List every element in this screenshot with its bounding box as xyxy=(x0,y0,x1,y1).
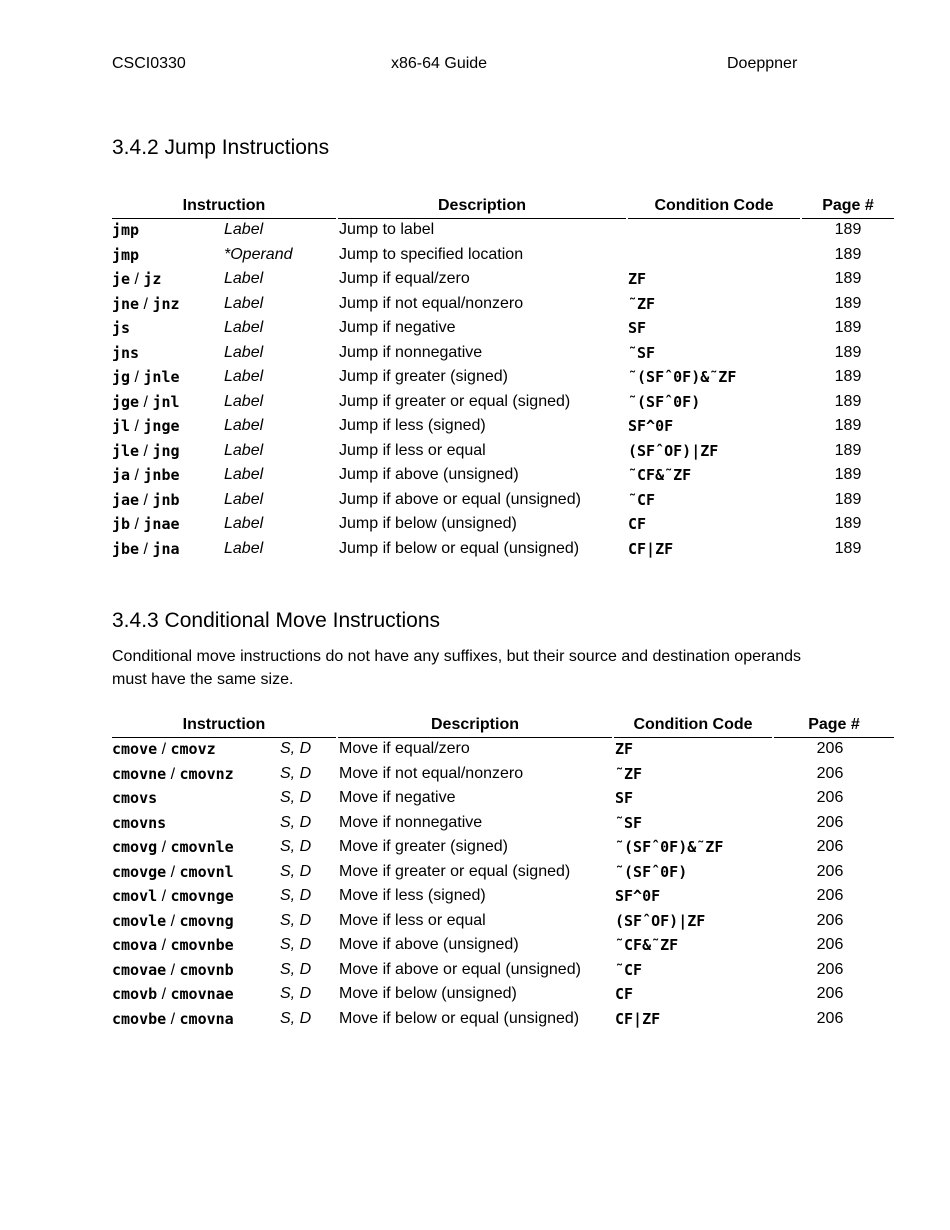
instruction-cell xyxy=(112,738,216,761)
description: Jump if less (signed) xyxy=(339,417,486,434)
header-course: CSCI0330 xyxy=(112,55,186,72)
page-number: 206 xyxy=(816,985,844,1002)
condition-code: SF^0F xyxy=(628,417,674,435)
mnemonic-separator: / xyxy=(157,986,171,1003)
instruction-cell xyxy=(112,910,234,933)
mnemonic: jmp xyxy=(112,221,140,239)
mnemonic: jmp xyxy=(112,245,140,264)
mnemonic-separator: / xyxy=(166,863,180,881)
mnemonic: je xyxy=(112,270,131,288)
mnemonic-separator: / xyxy=(139,442,153,460)
description: Jump if not equal/nonzero xyxy=(339,294,524,312)
cmov-paragraph: Conditional move instructions do not have any suffixes, but their source and destination operands must have the same size. xyxy=(112,648,802,688)
mnemonic-alias: cmovnb xyxy=(179,960,234,979)
mnemonic: cmova xyxy=(112,936,158,954)
page-number: 206 xyxy=(816,789,844,806)
page-number: 189 xyxy=(834,441,862,459)
mnemonic: jg xyxy=(112,368,131,386)
mnemonic: jge xyxy=(112,392,140,411)
operand: S, D xyxy=(280,1009,312,1027)
mnemonic: jle xyxy=(112,441,140,460)
description: Jump if less or equal xyxy=(339,441,486,459)
description: Move if above or equal (unsigned) xyxy=(339,960,581,978)
table-row xyxy=(112,763,894,788)
instruction-cell xyxy=(112,244,139,267)
instruction-cell xyxy=(112,836,234,859)
operand: Label xyxy=(224,417,264,434)
mnemonic: js xyxy=(112,319,131,337)
table-row xyxy=(112,268,894,293)
instruction-cell xyxy=(112,342,139,365)
col-instruction: Instruction xyxy=(182,197,266,214)
mnemonic-separator: / xyxy=(157,839,171,856)
mnemonic-alias: cmovnae xyxy=(170,985,234,1003)
table-row xyxy=(112,885,894,910)
col-instruction: Instruction xyxy=(182,716,266,733)
operand: Label xyxy=(224,270,264,287)
operand: Label xyxy=(224,343,264,361)
condition-code: (SFˆOF)|ZF xyxy=(628,441,719,460)
mnemonic-separator: / xyxy=(130,516,144,533)
operand: Label xyxy=(224,368,264,385)
condition-code: SF xyxy=(628,319,647,337)
page-number: 189 xyxy=(834,392,862,410)
operand: Label xyxy=(224,319,264,336)
instruction-cell xyxy=(112,464,180,487)
mnemonic-alias: cmovnl xyxy=(179,862,234,881)
description: Jump to label xyxy=(339,221,435,238)
description: Move if not equal/nonzero xyxy=(339,764,524,782)
mnemonic: cmovl xyxy=(112,887,158,905)
mnemonic-separator: / xyxy=(157,741,171,758)
operand: S, D xyxy=(280,960,312,978)
table-row xyxy=(112,538,894,563)
mnemonic-separator: / xyxy=(130,418,144,435)
mnemonic: cmovb xyxy=(112,985,158,1003)
page-number: 189 xyxy=(834,343,862,361)
table-row xyxy=(112,342,894,367)
mnemonic-separator: / xyxy=(157,937,171,954)
col-condition-code: Condition Code xyxy=(654,197,774,214)
jump-section-title: 3.4.2 Jump Instructions xyxy=(112,136,330,159)
page-number: 206 xyxy=(816,911,844,929)
page-number: 189 xyxy=(834,368,862,385)
table-row xyxy=(112,861,894,886)
col-page: Page # xyxy=(822,197,874,214)
operand: Label xyxy=(224,392,264,410)
table-row xyxy=(112,910,894,935)
operand: S, D xyxy=(280,764,312,782)
instruction-cell xyxy=(112,959,234,982)
description: Jump if above or equal (unsigned) xyxy=(339,490,581,508)
condition-code: ˜(SFˆ0F)&˜ZF xyxy=(628,368,737,386)
operand: Label xyxy=(224,539,264,557)
description: Move if negative xyxy=(339,789,456,806)
table-row xyxy=(112,738,894,763)
cmov-section-title: 3.4.3 Conditional Move Instructions xyxy=(112,609,441,632)
cmov-table xyxy=(112,716,894,1032)
mnemonic-alias: jnge xyxy=(143,417,180,435)
page-number: 189 xyxy=(834,515,862,532)
page-number: 206 xyxy=(816,960,844,978)
mnemonic-alias: cmovnz xyxy=(179,764,234,783)
instruction-cell xyxy=(112,513,180,536)
instruction-cell xyxy=(112,268,161,291)
description: Move if greater (signed) xyxy=(339,838,508,855)
cmov-table-header xyxy=(112,716,894,738)
mnemonic-separator: / xyxy=(139,491,153,509)
description: Move if below or equal (unsigned) xyxy=(339,1009,580,1027)
mnemonic: cmovs xyxy=(112,789,158,807)
mnemonic-alias: jnz xyxy=(152,294,180,313)
page-number: 206 xyxy=(816,838,844,855)
table-row xyxy=(112,934,894,959)
mnemonic: cmovge xyxy=(112,862,167,881)
description: Move if less or equal xyxy=(339,911,486,929)
operand: Label xyxy=(224,294,264,312)
mnemonic-separator: / xyxy=(130,467,144,484)
col-page: Page # xyxy=(808,716,860,733)
operand: S, D xyxy=(280,838,312,855)
operand: Label xyxy=(224,466,264,483)
instruction-cell xyxy=(112,787,157,810)
description: Jump if above (unsigned) xyxy=(339,466,519,483)
mnemonic-alias: cmovz xyxy=(170,740,216,758)
condition-code: ˜SF xyxy=(615,813,643,832)
description: Move if below (unsigned) xyxy=(339,985,517,1002)
description: Jump if below or equal (unsigned) xyxy=(339,539,580,557)
table-row xyxy=(112,219,894,244)
mnemonic-alias: jnl xyxy=(152,392,180,411)
jump-table xyxy=(112,197,894,562)
mnemonic-alias: jng xyxy=(152,441,180,460)
description: Move if nonnegative xyxy=(339,813,483,831)
page-number: 189 xyxy=(834,319,862,336)
mnemonic-alias: cmovnle xyxy=(170,838,234,856)
table-row xyxy=(112,959,894,984)
mnemonic-separator: / xyxy=(139,393,153,411)
condition-code: ˜SF xyxy=(628,343,656,362)
operand: Label xyxy=(224,221,264,238)
mnemonic-alias: cmovng xyxy=(179,911,234,930)
mnemonic-alias: jnae xyxy=(143,515,180,533)
condition-code: ˜CF xyxy=(615,960,643,979)
condition-code: ZF xyxy=(628,270,647,288)
mnemonic: cmovns xyxy=(112,813,167,832)
description: Move if less (signed) xyxy=(339,887,486,904)
mnemonic-separator: / xyxy=(166,961,180,979)
operand: S, D xyxy=(280,911,312,929)
operand: *Operand xyxy=(224,245,293,263)
description: Move if equal/zero xyxy=(339,740,470,757)
table-row xyxy=(112,513,894,538)
instruction-cell xyxy=(112,861,234,884)
condition-code: ˜(SFˆ0F) xyxy=(628,392,701,411)
mnemonic-alias: cmovna xyxy=(179,1009,234,1028)
instruction-cell xyxy=(112,1008,234,1031)
page-number: 206 xyxy=(816,936,844,953)
page-number: 189 xyxy=(834,270,862,287)
mnemonic: cmovg xyxy=(112,838,158,856)
mnemonic: cmovne xyxy=(112,764,167,783)
description: Jump to specified location xyxy=(339,245,524,263)
description: Jump if negative xyxy=(339,319,456,336)
mnemonic-alias: jnb xyxy=(152,490,180,509)
mnemonic-alias: jnle xyxy=(143,368,180,386)
description: Move if greater or equal (signed) xyxy=(339,862,571,880)
mnemonic: jne xyxy=(112,294,140,313)
operand: S, D xyxy=(280,887,312,904)
condition-code: CF|ZF xyxy=(615,1009,661,1028)
table-row xyxy=(112,464,894,489)
description: Jump if nonnegative xyxy=(339,343,483,361)
operand: Label xyxy=(224,490,264,508)
page-number: 189 xyxy=(834,245,862,263)
col-description: Description xyxy=(430,716,519,733)
mnemonic-separator: / xyxy=(166,765,180,783)
description: Jump if below (unsigned) xyxy=(339,515,517,532)
mnemonic-alias: jz xyxy=(143,270,162,288)
operand: S, D xyxy=(280,985,312,1002)
table-row xyxy=(112,1008,894,1033)
page-number: 206 xyxy=(816,740,844,757)
page-number: 206 xyxy=(816,764,844,782)
mnemonic: jns xyxy=(112,343,140,362)
condition-code: (SFˆOF)|ZF xyxy=(615,911,706,930)
table-row xyxy=(112,836,894,861)
header-author: Doeppner xyxy=(727,55,798,72)
instruction-cell xyxy=(112,391,180,414)
condition-code: ˜CF&˜ZF xyxy=(615,936,679,954)
operand: S, D xyxy=(280,862,312,880)
mnemonic: ja xyxy=(112,466,131,484)
mnemonic-alias: jna xyxy=(152,539,180,558)
mnemonic-separator: / xyxy=(130,369,144,386)
instruction-cell xyxy=(112,538,180,561)
instruction-cell xyxy=(112,293,180,316)
page-number: 189 xyxy=(834,539,862,557)
instruction-cell xyxy=(112,440,180,463)
table-row xyxy=(112,293,894,318)
table-row xyxy=(112,317,894,342)
mnemonic-separator: / xyxy=(157,888,171,905)
condition-code: ˜(SFˆ0F) xyxy=(615,862,688,881)
table-row xyxy=(112,391,894,416)
condition-code: ˜ZF xyxy=(628,294,656,313)
condition-code: ˜(SFˆ0F)&˜ZF xyxy=(615,838,724,856)
page-number: 189 xyxy=(834,490,862,508)
table-row xyxy=(112,415,894,440)
mnemonic-separator: / xyxy=(130,271,144,288)
table-row xyxy=(112,440,894,465)
col-condition-code: Condition Code xyxy=(633,716,753,733)
description: Jump if greater (signed) xyxy=(339,368,508,385)
condition-code: CF|ZF xyxy=(628,539,674,558)
mnemonic-alias: cmovnge xyxy=(170,887,234,905)
mnemonic: jbe xyxy=(112,539,140,558)
mnemonic: jl xyxy=(112,417,131,435)
condition-code: ZF xyxy=(615,740,634,758)
instruction-cell xyxy=(112,366,180,389)
page-number: 189 xyxy=(834,417,862,434)
operand: S, D xyxy=(280,740,312,757)
condition-code: CF xyxy=(628,515,647,533)
page-number: 206 xyxy=(816,813,844,831)
instruction-cell xyxy=(112,415,180,438)
condition-code: SF xyxy=(615,789,634,807)
page-number: 189 xyxy=(834,466,862,483)
instruction-cell xyxy=(112,934,234,957)
mnemonic-alias: jnbe xyxy=(143,466,180,484)
instruction-cell xyxy=(112,763,234,786)
page-number: 189 xyxy=(834,221,862,238)
page-number: 206 xyxy=(816,862,844,880)
table-row xyxy=(112,983,894,1008)
jump-table-header xyxy=(112,197,894,219)
mnemonic: jb xyxy=(112,515,131,533)
operand: Label xyxy=(224,441,264,459)
page-number: 206 xyxy=(816,887,844,904)
operand: Label xyxy=(224,515,264,532)
instruction-cell xyxy=(112,812,166,835)
mnemonic: cmovle xyxy=(112,911,167,930)
mnemonic-separator: / xyxy=(166,1010,180,1028)
mnemonic-separator: / xyxy=(139,540,153,558)
header-title: x86-64 Guide xyxy=(391,55,488,72)
operand: S, D xyxy=(280,936,312,953)
mnemonic-separator: / xyxy=(166,912,180,930)
description: Move if above (unsigned) xyxy=(339,936,519,953)
table-row xyxy=(112,489,894,514)
instruction-cell xyxy=(112,317,130,340)
mnemonic: cmovae xyxy=(112,960,167,979)
table-row xyxy=(112,244,894,269)
operand: S, D xyxy=(280,813,312,831)
page-number: 206 xyxy=(816,1009,844,1027)
table-row xyxy=(112,366,894,391)
instruction-cell xyxy=(112,885,234,908)
instruction-cell xyxy=(112,219,139,242)
table-row xyxy=(112,812,894,837)
instruction-cell xyxy=(112,489,180,512)
operand: S, D xyxy=(280,789,312,806)
table-row xyxy=(112,787,894,812)
col-description: Description xyxy=(437,197,526,214)
condition-code: ˜CF xyxy=(628,490,656,509)
mnemonic-alias: cmovnbe xyxy=(170,936,234,954)
condition-code: SF^0F xyxy=(615,887,661,905)
mnemonic-separator: / xyxy=(139,295,153,313)
mnemonic: jae xyxy=(112,490,140,509)
condition-code: ˜CF&˜ZF xyxy=(628,466,692,484)
condition-code: CF xyxy=(615,985,634,1003)
instruction-cell xyxy=(112,983,234,1006)
mnemonic: cmovbe xyxy=(112,1009,167,1028)
page-number: 189 xyxy=(834,294,862,312)
description: Jump if equal/zero xyxy=(339,270,470,287)
condition-code: ˜ZF xyxy=(615,764,643,783)
mnemonic: cmove xyxy=(112,740,158,758)
description: Jump if greater or equal (signed) xyxy=(339,392,571,410)
